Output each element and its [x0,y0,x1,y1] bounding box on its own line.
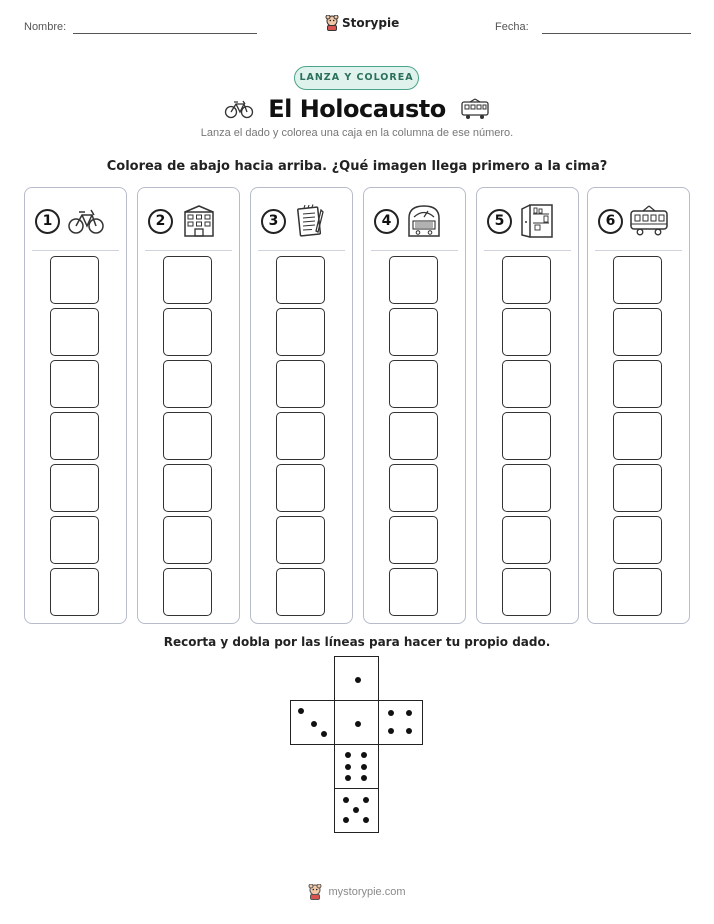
column-number: 6 [598,209,623,234]
dice-pip [406,728,412,734]
building-icon [179,204,219,238]
color-box[interactable] [276,464,325,512]
dice-pip [363,797,369,803]
column-5 [476,187,579,624]
color-box[interactable] [163,412,212,460]
brand-logo [325,15,399,31]
trolley-icon [460,98,490,120]
subtitle: Lanza el dado y colorea una caja en la columna de ese número. [200,127,514,139]
column-6 [587,187,690,624]
color-box[interactable] [389,256,438,304]
dice-pip [388,728,394,734]
column-2 [137,187,240,624]
color-box[interactable] [276,308,325,356]
color-box[interactable] [276,412,325,460]
dice-pip [361,764,367,770]
dice-pip [345,764,351,770]
column-divider [145,250,232,251]
notebook-icon [292,204,328,238]
dice-pip [321,731,327,737]
dice-pip [361,775,367,781]
page-title: El Holocausto [268,95,446,123]
dice-pip [361,752,367,758]
name-label: Nombre: [24,21,67,33]
bicycle-icon [66,206,106,236]
dice-pip [343,817,349,823]
color-box[interactable] [502,568,551,616]
dice-pip [363,817,369,823]
color-box[interactable] [163,464,212,512]
column-3 [250,187,353,624]
color-box[interactable] [163,360,212,408]
dice-face-4 [378,700,423,745]
footer-link[interactable]: mystorypie.com [328,886,406,898]
color-box[interactable] [613,516,662,564]
dice-face-1 [334,656,379,701]
dice-pip [353,807,359,813]
color-box[interactable] [163,308,212,356]
color-box[interactable] [163,568,212,616]
column-number: 4 [374,209,399,234]
column-header [487,204,571,238]
footer [0,884,714,900]
color-box[interactable] [50,568,99,616]
storypie-mascot-icon [325,15,339,31]
column-divider [595,250,682,251]
date-line [542,33,691,34]
date-label: Fecha: [495,21,529,33]
instruction: Colorea de abajo hacia arriba. ¿Qué imagen llega primero a la cima? [106,159,608,174]
bicycle-icon [224,99,254,119]
dice-pip [298,708,304,714]
color-box[interactable] [613,464,662,512]
color-box[interactable] [50,256,99,304]
column-header [148,204,232,238]
color-box[interactable] [276,256,325,304]
column-number: 2 [148,209,173,234]
color-box[interactable] [389,516,438,564]
dice-pip [406,710,412,716]
storypie-mascot-icon [308,884,322,900]
color-box[interactable] [502,516,551,564]
color-box[interactable] [502,412,551,460]
dice-face-1 [334,700,379,745]
color-box[interactable] [389,412,438,460]
radio-icon [405,204,443,238]
dice-pip [345,775,351,781]
dice-pip [388,710,394,716]
activity-badge: LANZA Y COLOREA [294,66,419,90]
dice-pip [343,797,349,803]
color-box[interactable] [50,360,99,408]
column-header [35,204,119,238]
column-divider [371,250,458,251]
column-divider [32,250,119,251]
header [0,12,714,42]
color-box[interactable] [613,256,662,304]
cabinet-icon [518,203,556,239]
column-number: 1 [35,209,60,234]
trolley-icon [629,205,669,237]
color-box[interactable] [163,256,212,304]
color-box[interactable] [502,256,551,304]
dice-pip [355,721,361,727]
title-row [0,93,714,125]
color-box[interactable] [276,516,325,564]
column-number: 3 [261,209,286,234]
column-4 [363,187,466,624]
dice-net [290,656,426,836]
color-box[interactable] [389,360,438,408]
color-box[interactable] [50,412,99,460]
dice-pip [355,677,361,683]
color-box[interactable] [276,360,325,408]
color-box[interactable] [502,464,551,512]
column-header [598,204,682,238]
dice-face-6 [334,744,379,789]
color-box[interactable] [50,516,99,564]
color-box[interactable] [613,412,662,460]
color-box[interactable] [502,308,551,356]
column-number: 5 [487,209,512,234]
brand-name: Storypie [342,16,400,30]
color-box[interactable] [613,568,662,616]
color-box[interactable] [613,360,662,408]
dice-pip [311,721,317,727]
color-box[interactable] [163,516,212,564]
color-box[interactable] [50,308,99,356]
color-box[interactable] [502,360,551,408]
column-divider [484,250,571,251]
name-line [73,33,257,34]
color-box[interactable] [613,308,662,356]
column-header [374,204,458,238]
dice-race-columns [24,187,690,624]
dice-pip [345,752,351,758]
column-1 [24,187,127,624]
color-box[interactable] [276,568,325,616]
column-divider [258,250,345,251]
color-box[interactable] [389,464,438,512]
dice-face-3 [290,700,335,745]
color-box[interactable] [50,464,99,512]
cut-instruction: Recorta y dobla por las líneas para hacer tu propio dado. [163,635,551,649]
color-box[interactable] [389,568,438,616]
dice-face-5 [334,788,379,833]
color-box[interactable] [389,308,438,356]
column-header [261,204,345,238]
